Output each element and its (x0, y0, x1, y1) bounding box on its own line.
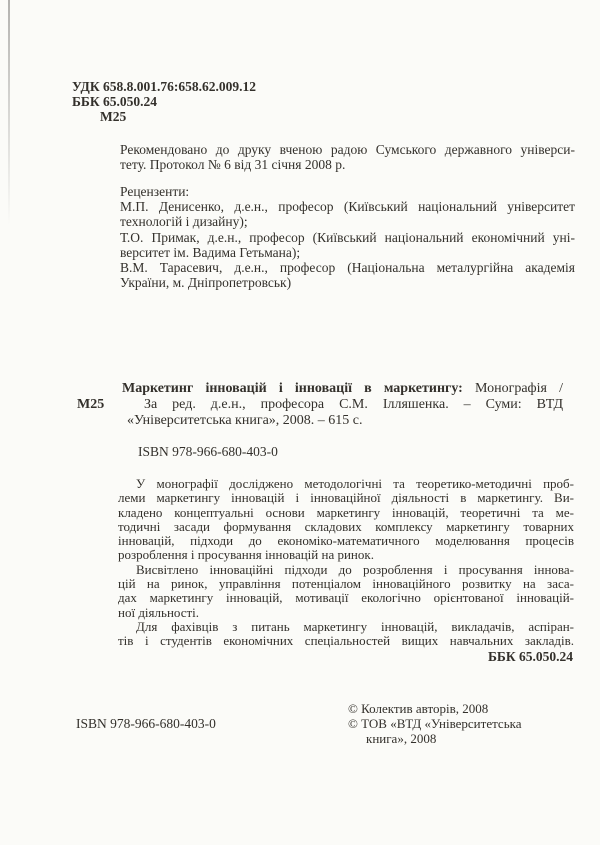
abstract-line: леми маркетингу інновацій і інноваційної діяльності в маркетингу. Ви- (118, 490, 574, 506)
reviewer-line: В.М. Тарасевич, д.е.н., професор (Національна металургійна академія (120, 260, 575, 276)
bbc-code-footer: ББК 65.050.24 (487, 649, 573, 664)
catalog-title-line (122, 381, 563, 397)
catalog-card-index: М25 (77, 397, 105, 412)
abstract-line: Висвітлено інноваційні підходи до розроблення і просування іннова- (136, 561, 574, 577)
catalog-editor-line: За ред. д.е.н., професора С.М. Ілляшенка. – Суми: ВТД (144, 397, 563, 412)
reviewer-line: верситет ім. Вадима Гетьмана); (120, 244, 301, 260)
book-title: Маркетинг інновацій і інновації в маркетингу: (122, 381, 463, 396)
approval-note (120, 142, 575, 173)
abstract-line: Для фахівців з питань маркетингу інновацій, викладачів, аспіран- (136, 618, 574, 634)
abstract-line: дах маркетингу інновацій, мотивації екологічно орієнтованої інновацій- (118, 590, 574, 606)
bbc-code: ББК 65.050.24 (72, 94, 158, 109)
copyright-authors: © Колектив авторів, 2008 (348, 701, 489, 716)
approval-line: тету. Протокол № 6 від 31 січня 2008 р. (120, 157, 346, 173)
book-subtitle: Монографія / (462, 381, 564, 396)
reviewer-line: технологій і дизайну); (120, 214, 248, 230)
catalog-publisher-line: «Університетська книга», 2008. – 615 с. (127, 413, 363, 428)
abstract-line: цій на ринок, управління потенціалом інноваційного розвитку на заса- (118, 576, 574, 592)
approval-line: Рекомендовано до друку вченою радою Сумського державного універси- (120, 142, 575, 157)
copyright-publisher-cont: книга», 2008 (366, 731, 437, 747)
reviewer-line: України, м. Дніпропетровськ) (120, 275, 292, 291)
isbn-number-footer: ISBN 978-966-680-403-0 (76, 716, 216, 731)
classification-codes (72, 79, 256, 124)
abstract-line: У монографії досліджено методологічні та теоретико-методичні проб- (136, 476, 574, 491)
copyright-block (348, 701, 522, 747)
catalog-card-entry (122, 381, 563, 429)
abstract-block (118, 477, 574, 649)
author-sign-index: М25 (100, 109, 127, 124)
reviewers-block (120, 184, 575, 290)
abstract-line: ної діяльності. (118, 604, 200, 620)
udc-code: УДК 658.8.001.76:658.62.009.12 (72, 79, 256, 94)
reviewer-line: М.П. Денисенко, д.е.н., професор (Київський національний університет (120, 199, 575, 215)
reviewers-heading: Рецензенти: (120, 184, 190, 199)
abstract-line: тодичні засади формування складових комплексу маркетингу товарних (118, 518, 574, 534)
abstract-line: тів і студентів економічних спеціальностей вищих навчальних закладів. (118, 633, 574, 649)
isbn-number: ISBN 978-966-680-403-0 (138, 444, 278, 459)
abstract-line: розроблення і просування інновацій на ринок. (118, 547, 374, 563)
scan-artifact-line (8, 0, 10, 225)
abstract-line: інновацій, підходи до економіко-математичного моделювання процесів (118, 533, 574, 549)
reviewer-line: Т.О. Примак, д.е.н., професор (Київський національний економічний уні- (120, 229, 575, 245)
copyright-publisher: © ТОВ «ВТД «Університетська (348, 716, 522, 732)
abstract-line: кладено концептуальні основи маркетингу інновацій, теоретичні та ме- (118, 504, 574, 520)
